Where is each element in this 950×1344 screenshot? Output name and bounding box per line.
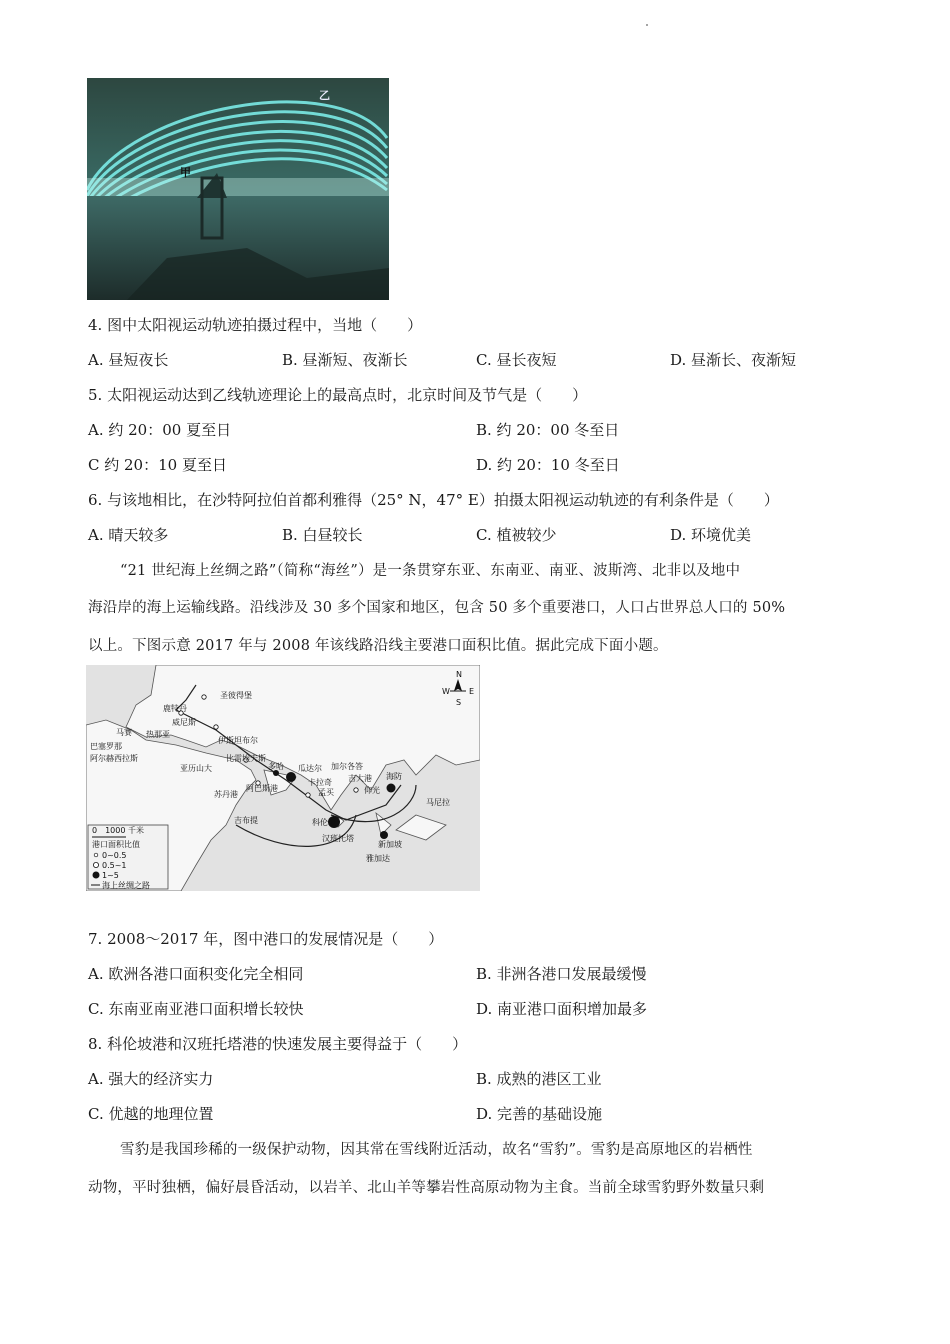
legend-item-1: 0.5~1 bbox=[102, 861, 127, 870]
map-label-karachi: 卡拉奇 bbox=[308, 778, 332, 787]
q8-option-d[interactable]: D. 完善的基础设施 bbox=[476, 1105, 603, 1123]
map-label-djibouti: 吉布提 bbox=[234, 816, 258, 825]
passage2-line2: 动物，平时独栖，偏好晨昏活动，以岩羊、北山羊等攀岩性高原动物为主食。当前全球雪豹野外数量只剩 bbox=[88, 1180, 765, 1196]
map-label-alexandria: 亚历山大 bbox=[180, 764, 212, 773]
passage1-line2: 海沿岸的海上运输线路。沿线涉及 30 多个国家和地区，包含 50 多个重要港口，人口占世界总人口的 50% bbox=[88, 600, 786, 616]
q5-option-b[interactable]: B. 约 20：00 冬至日 bbox=[476, 421, 620, 439]
passage1-line1: “21 世纪海上丝绸之路”（简称“海丝”）是一条贯穿东亚、东南亚、南亚、波斯湾、北非以及地中 bbox=[120, 563, 741, 579]
q6-option-d[interactable]: D. 环境优美 bbox=[670, 526, 752, 544]
legend-item-3: 海上丝绸之路 bbox=[102, 881, 150, 890]
q8-stem: 8. 科伦坡港和汉班托塔港的快速发展主要得益于（ ） bbox=[88, 1035, 468, 1053]
map-label-saint-petersburg: 圣彼得堡 bbox=[220, 691, 252, 700]
q5-option-c[interactable]: C 约 20：10 夏至日 bbox=[88, 456, 227, 474]
label-jia: 甲 bbox=[180, 166, 191, 179]
silk-road-port-map bbox=[86, 665, 480, 891]
legend-item-0: 0~0.5 bbox=[102, 851, 127, 860]
sun-trail-photo bbox=[87, 78, 389, 300]
passage2-line1: 雪豹是我国珍稀的一级保护动物，因其常在雪线附近活动，故名“雪豹”。雪豹是高原地区的岩栖性 bbox=[120, 1142, 753, 1158]
map-label-gwadar: 瓜达尔 bbox=[298, 764, 322, 773]
compass-e: E bbox=[469, 687, 475, 696]
legend-scale: 0 1000 千米 bbox=[92, 826, 144, 835]
legend-title: 港口面积比值 bbox=[92, 840, 140, 849]
page-dot bbox=[646, 24, 648, 26]
map-label-mumbai: 孟买 bbox=[318, 788, 334, 797]
map-label-chittagong: 吉大港 bbox=[348, 774, 372, 783]
q7-stem: 7. 2008～2017 年，图中港口的发展情况是（ ） bbox=[88, 930, 444, 948]
map-label-genoa: 热那亚 bbox=[146, 730, 170, 739]
compass-s: S bbox=[456, 698, 462, 707]
q8-option-c[interactable]: C. 优越的地理位置 bbox=[88, 1105, 214, 1123]
q4-option-a[interactable]: A. 昼短夜长 bbox=[88, 351, 169, 369]
map-label-kolkata: 加尔各答 bbox=[331, 762, 363, 771]
map-label-singapore: 新加坡 bbox=[378, 840, 402, 849]
map-label-jakarta: 雅加达 bbox=[366, 854, 390, 863]
q5-option-a[interactable]: A. 约 20：00 夏至日 bbox=[88, 421, 232, 439]
map-label-doha: 多哈 bbox=[268, 762, 284, 771]
q7-option-d[interactable]: D. 南亚港口面积增加最多 bbox=[476, 1000, 648, 1018]
map-label-hambantota: 汉班托塔 bbox=[322, 834, 354, 843]
map-label-istanbul: 伊斯坦布尔 bbox=[218, 736, 258, 745]
q5-option-d[interactable]: D. 约 20：10 冬至日 bbox=[476, 456, 620, 474]
q6-option-a[interactable]: A. 晴天较多 bbox=[88, 526, 169, 544]
passage1-line3: 以上。下图示意 2017 年与 2008 年该线路沿线主要港口面积比值。据此完成下面小题。 bbox=[88, 638, 668, 654]
compass-w: W bbox=[442, 687, 450, 696]
map-label-bandar-abbas: 阿巴斯港 bbox=[246, 784, 278, 793]
q6-stem: 6. 与该地相比，在沙特阿拉伯首都利雅得（25° N，47° E）拍摄太阳视运动轨迹的有利条件是（ ） bbox=[88, 491, 779, 509]
map-label-barcelona: 巴塞罗那 bbox=[90, 742, 122, 751]
map-label-manila: 马尼拉 bbox=[426, 798, 450, 807]
q8-option-b[interactable]: B. 成熟的港区工业 bbox=[476, 1070, 602, 1088]
map-label-venice: 威尼斯 bbox=[172, 718, 196, 727]
q8-option-a[interactable]: A. 强大的经济实力 bbox=[88, 1070, 214, 1088]
q5-stem: 5. 太阳视运动达到乙线轨迹理论上的最高点时，北京时间及节气是（ ） bbox=[88, 386, 588, 404]
map-legend bbox=[88, 825, 168, 890]
map-label-marseille: 马赛 bbox=[116, 728, 132, 737]
q4-option-b[interactable]: B. 昼渐短、夜渐长 bbox=[282, 351, 408, 369]
q6-option-c[interactable]: C. 植被较少 bbox=[476, 526, 557, 544]
label-yi: 乙 bbox=[319, 89, 330, 102]
map-label-algeciras: 阿尔赫西拉斯 bbox=[90, 754, 138, 763]
map-label-haiphong: 海防 bbox=[386, 772, 402, 781]
q7-option-b[interactable]: B. 非洲各港口发展最缓慢 bbox=[476, 965, 647, 983]
map-label-port-sudan: 苏丹港 bbox=[214, 790, 238, 799]
q7-option-c[interactable]: C. 东南亚南亚港口面积增长较快 bbox=[88, 1000, 304, 1018]
q6-option-b[interactable]: B. 白昼较长 bbox=[282, 526, 363, 544]
map-label-piraeus: 比雷埃夫斯 bbox=[226, 754, 266, 763]
q4-option-c[interactable]: C. 昼长夜短 bbox=[476, 351, 557, 369]
q4-option-d[interactable]: D. 昼渐长、夜渐短 bbox=[670, 351, 797, 369]
q4-stem: 4. 图中太阳视运动轨迹拍摄过程中，当地（ ） bbox=[88, 316, 423, 334]
map-label-yangon: 仰光 bbox=[364, 786, 380, 795]
compass-n: N bbox=[456, 670, 462, 679]
legend-item-2: 1~5 bbox=[102, 871, 119, 880]
q7-option-a[interactable]: A. 欧洲各港口面积变化完全相同 bbox=[88, 965, 304, 983]
map-label-colombo: 科伦坡 bbox=[312, 818, 336, 827]
map-label-rotterdam: 鹿特丹 bbox=[163, 704, 187, 713]
